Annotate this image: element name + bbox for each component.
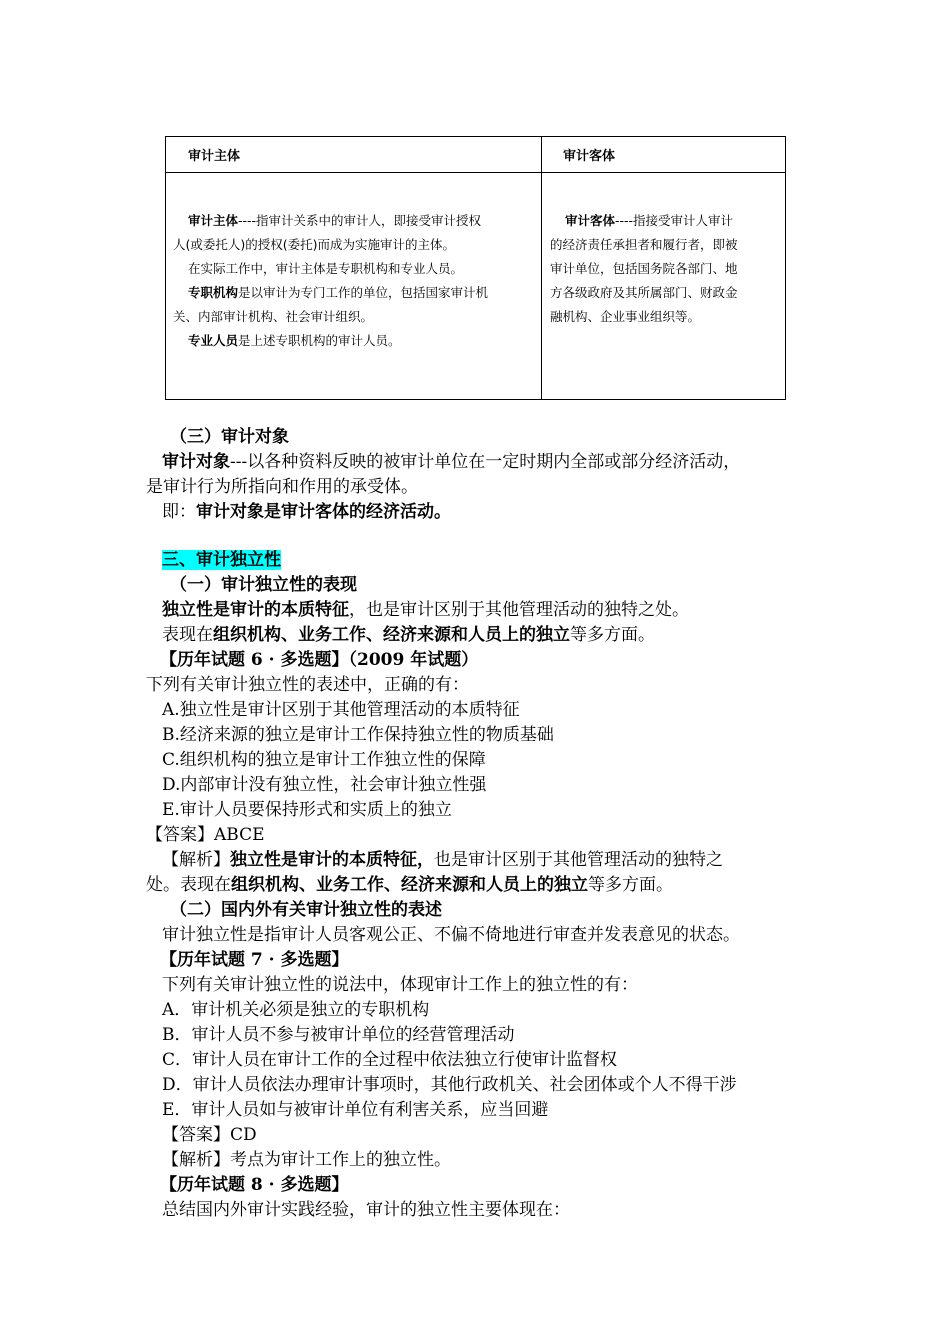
cell-line: 人(或委托人)的授权(委托)而成为实施审计的主体。 bbox=[173, 237, 456, 252]
question-stem: 下列有关审计独立性的表述中，正确的有： bbox=[146, 675, 469, 695]
cell-line: 关、内部审计机构、社会审计组织。 bbox=[173, 309, 374, 324]
option-line: D．审计人员依法办理审计事项时，其他行政机关、社会团体或个人不得干涉 bbox=[162, 1075, 737, 1095]
table-header-object: 审计客体 bbox=[563, 149, 616, 164]
table-cell-object bbox=[550, 209, 780, 329]
question-stem: 总结国内外审计实践经验，审计的独立性主要体现在： bbox=[162, 1200, 570, 1220]
paragraph-line: 审计对象---以各种资料反映的被审计单位在一定时期内全部或部分经济活动， bbox=[162, 452, 741, 472]
subsection-heading: （二）国内外有关审计独立性的表述 bbox=[170, 900, 442, 920]
section-heading-audit-object: （三）审计对象 bbox=[170, 427, 289, 447]
paragraph-line: 是审计行为所指向和作用的承受体。 bbox=[146, 477, 418, 497]
cell-line: 审计单位，包括国务院各部门、地 bbox=[550, 261, 738, 276]
cell-line: 专职机构是以审计为专门工作的单位，包括国家审计机 bbox=[188, 285, 489, 300]
question-heading: 【历年试题 8 · 多选题】 bbox=[160, 1175, 349, 1195]
option-line: B．审计人员不参与被审计单位的经营管理活动 bbox=[162, 1025, 515, 1045]
option-line: C．审计人员在审计工作的全过程中依法独立行使审计监督权 bbox=[162, 1050, 618, 1070]
option-line: E．审计人员如与被审计单位有利害关系，应当回避 bbox=[162, 1100, 549, 1120]
subsection-heading: （一）审计独立性的表现 bbox=[170, 575, 357, 595]
cell-line: 方各级政府及其所属部门、财政金 bbox=[550, 285, 738, 300]
option-line: A.独立性是审计区别于其他管理活动的本质特征 bbox=[162, 700, 520, 720]
option-line: A．审计机关必须是独立的专职机构 bbox=[162, 1000, 430, 1020]
cell-line: 审计客体----指接受审计人审计 bbox=[565, 213, 734, 228]
option-line: D.内部审计没有独立性，社会审计独立性强 bbox=[162, 775, 487, 795]
section-heading-independence: 三、审计独立性 bbox=[162, 550, 281, 570]
table-cell-subject bbox=[173, 209, 533, 353]
cell-line: 在实际工作中，审计主体是专职机构和专业人员。 bbox=[188, 261, 464, 276]
table-header-divider bbox=[166, 172, 785, 173]
analysis-line: 处。表现在组织机构、业务工作、经济来源和人员上的独立等多方面。 bbox=[146, 875, 673, 895]
question-heading: 【历年试题 6 · 多选题】（2009 年试题） bbox=[160, 650, 479, 670]
option-line: B.经济来源的独立是审计工作保持独立性的物质基础 bbox=[162, 725, 554, 745]
audit-subject-object-table bbox=[165, 136, 786, 400]
answer-line: 【答案】ABCE bbox=[146, 825, 265, 845]
answer-line: 【答案】CD bbox=[162, 1125, 257, 1145]
cell-line: 专业人员是上述专职机构的审计人员。 bbox=[188, 333, 401, 348]
option-line: C.组织机构的独立是审计工作独立性的保障 bbox=[162, 750, 486, 770]
analysis-line: 【解析】考点为审计工作上的独立性。 bbox=[162, 1150, 451, 1170]
cell-line: 融机构、企业事业组织等。 bbox=[550, 309, 701, 324]
table-header-subject: 审计主体 bbox=[188, 149, 241, 164]
question-heading: 【历年试题 7 · 多选题】 bbox=[160, 950, 349, 970]
paragraph-line: 独立性是审计的本质特征，也是审计区别于其他管理活动的独特之处。 bbox=[162, 600, 689, 620]
table-column-divider bbox=[541, 137, 542, 399]
cell-line: 审计主体----指审计关系中的审计人，即接受审计授权 bbox=[188, 213, 482, 228]
question-stem: 下列有关审计独立性的说法中，体现审计工作上的独立性的有： bbox=[162, 975, 638, 995]
cell-line: 的经济责任承担者和履行者，即被 bbox=[550, 237, 738, 252]
analysis-line: 【解析】独立性是审计的本质特征，也是审计区别于其他管理活动的独特之 bbox=[162, 850, 723, 870]
paragraph-line: 审计独立性是指审计人员客观公正、不偏不倚地进行审查并发表意见的状态。 bbox=[162, 925, 740, 945]
paragraph-line: 表现在组织机构、业务工作、经济来源和人员上的独立等多方面。 bbox=[162, 625, 655, 645]
paragraph-line: 即：审计对象是审计客体的经济活动。 bbox=[162, 502, 451, 522]
option-line: E.审计人员要保持形式和实质上的独立 bbox=[162, 800, 452, 820]
